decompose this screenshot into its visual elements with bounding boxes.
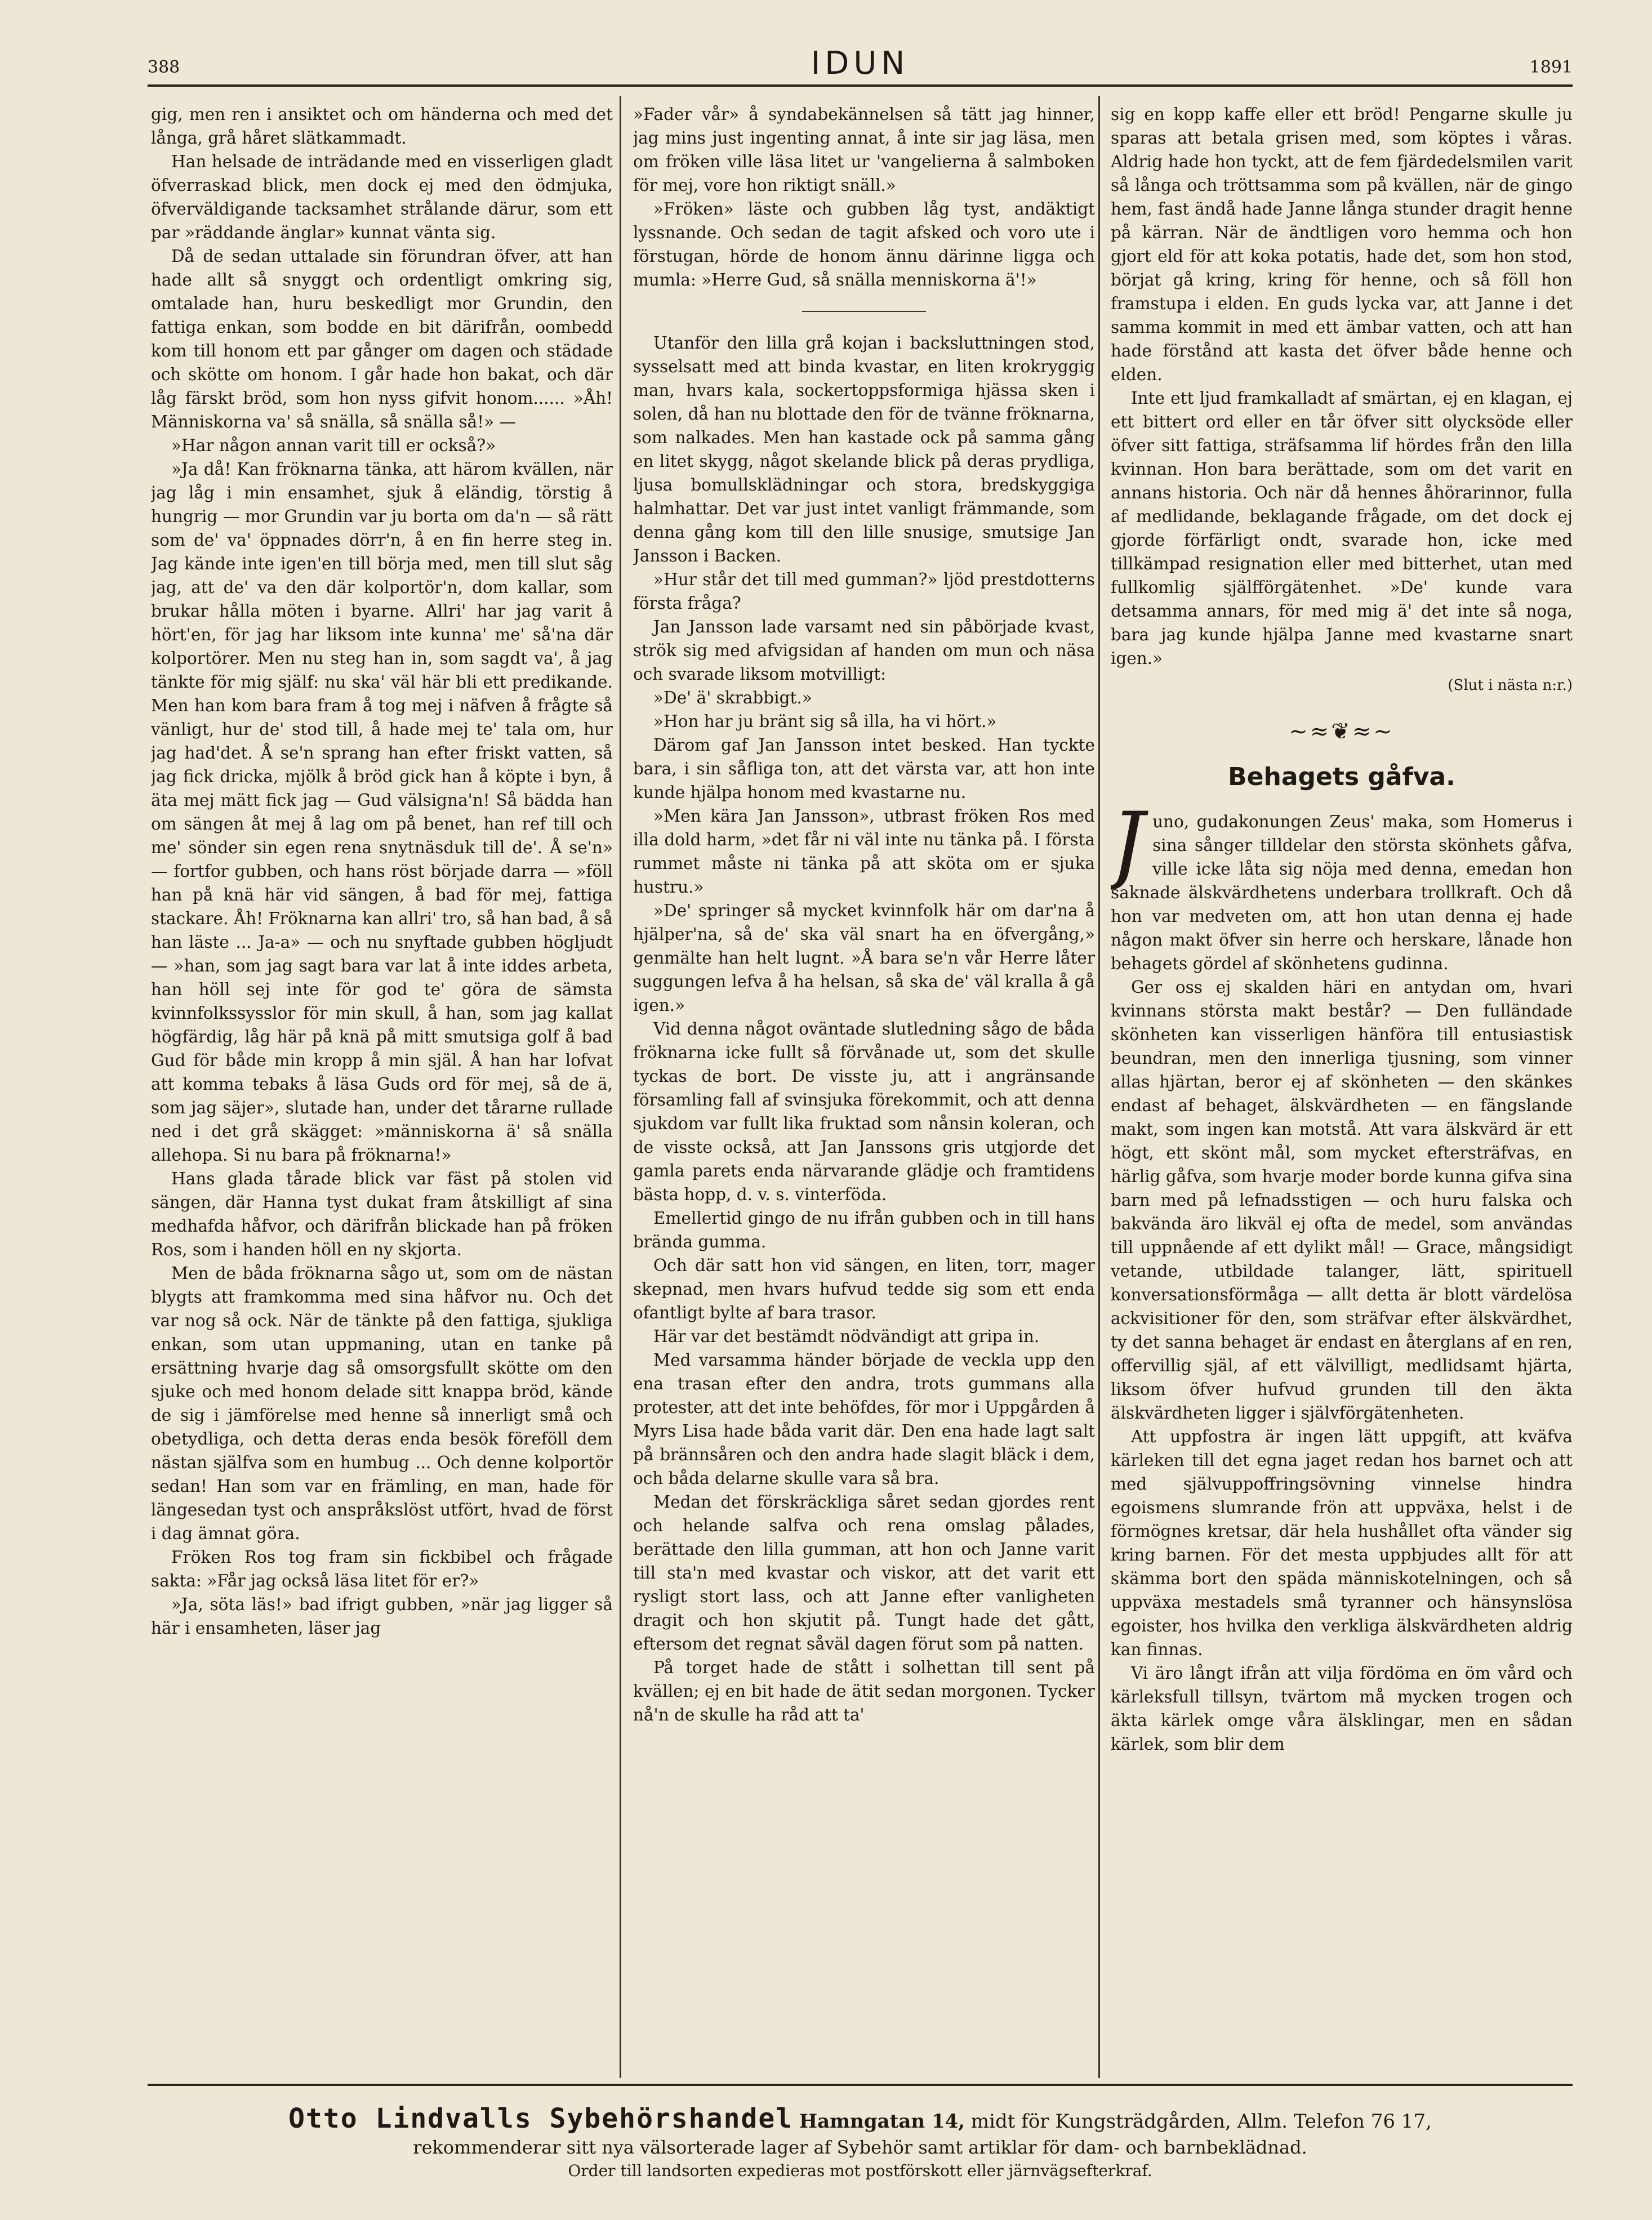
paragraph: »Fröken» läste och gubben låg tyst, andäktigt lyssnande. Och sedan de tagit afsked och voro ute i förstugan, hörde de honom ännu därinne ligga och mumla: »Herre Gud, så snälla menniskorna ä'!» xyxy=(633,199,1095,289)
paragraph: Och där satt hon vid sängen, en liten, torr, mager skepnad, men hvars hufvud tedde sig som ett enda ofantligt bylte af bara trasor. xyxy=(633,1256,1095,1322)
paragraph: Inte ett ljud framkalladt af smärtan, ej en klagan, ej ett bittert ord eller en tår öfver sitt olycksöde eller öfver sitt fattiga, sträfsamma lif hördes från den lilla kvinnan. Hon bara berättade, som om det varit en annans historia. Och när då hennes åhörarinnor, fulla af medlidande, beklagande frågade, om det dock ej gjorde förfärligt ondt, svarade hon, icke med tillkämpad resignation eller med bitterhet, utan med fullkomlig själfförgätenhet. »De' kunde vara detsamma annars, för med mig ä' det inte så noga, bara jag kunde hjälpa Janne med kvastarne snart igen.» xyxy=(1111,389,1573,668)
paragraph: Då de sedan uttalade sin förundran öfver, att han hade allt så snyggt och ordentligt omkring sig, omtalade han, huru beskedligt mor Grundin, den fattiga enkan, som bodde en bit därifrån, oombedd kom till honom ett par gånger om dagen och städade och skötte om honom. I går hade hon bakat, och där låg färskt bröd, som hon nyss gifvit honom...... »Åh! Människorna va' så snälla, så snälla så!» — xyxy=(151,247,613,431)
ad-line-1 xyxy=(148,2105,1573,2135)
paragraph: »De' springer så mycket kvinnfolk här om dar'na å hjälper'na, så de' ska väl snart ha en öfvergång,» genmälte han helt lugnt. »Å bara se'n vår Herre låter suggungen lefva å ha helsan, så ska de' väl kralla å gå igen.» xyxy=(633,901,1095,1015)
continued-note: (Slut i nästa n:r.) xyxy=(1448,677,1573,694)
paragraph: »Ja då! Kan fröknarna tänka, att härom kvällen, när jag låg i min ensamhet, sjuk å eländig, törstig å hungrig — mor Grundin var ju borta om da'n — så rätt som de' va' öppnades dörr'n, å en fin herre steg in. Jag kände inte igen'en till börja med, men till slut såg jag, att de' va den där kolportör'n, dom kallar, som brukar hålla möten i byarne. Allri' har jag varit å hört'en, för jag har liksom inte kunna' me' så'na där kolportörer. Men nu steg han in, som sagdt va', å jag tänkte för mig själf: nu ska' väl här bli ett predikande. Men han kom bara fram å tog mej i näfven å frågte så vänligt, hur de' stod till, å hade mej te' tala om, hur jag had'det. Å se'n sprang han efter friskt vatten, så jag fick dricka, mjölk å bröd gick han å köpte i byn, å äta mej mätt fick jag — Gud välsigna'n! Så bädda han om sängen åt mej å lag om på benet, han ref till och me' sönder sin egen rena snytnäsduk till de'. Å se'n» — fortfor gubben, och hans röst började darra — »föll han på knä här vid sängen, å bad för mej, fattiga stackare. Åh! Fröknarna kan allri' tro, så han bad, å så han läste ... Ja-a» — och nu snyftade gubben högljudt — »han, som jag sagt bara var lat å inte iddes arbeta, han höll sej inte för god te' göra de sämsta kvinnfolkssysslor för min skull, å han, som jag kallat högfärdig, låg här på knä på mitt smutsiga golf å bad Gud för både min kropp å min själ. Å han har lofvat att komma tebaks å läsa Guds ord för mej, så de ä, som jag säjer», slutade han, under det tårarne rullade ned i det grå skägget: »människorna ä' så snälla allehopa. Si nu bara på fröknarna!» xyxy=(151,460,613,1165)
column-divider-1 xyxy=(620,96,621,2078)
advertisement xyxy=(148,2105,1573,2201)
drop-cap: J xyxy=(1111,795,1145,893)
column-1 xyxy=(151,102,613,2074)
paragraph: På torget hade de stått i solhettan till sent på kvällen; ej en bit hade de ätit sedan morgonen. Tycker nå'n de skulle ha råd att ta' xyxy=(633,1658,1095,1724)
paragraph: Med varsamma händer började de veckla upp den ena trasan efter den andra, trots gummans alla protester, att det inte behöfdes, för mor i Uppgården å Myrs Lisa hade båda varit där. Den ena hade lagt salt på brännsåren och den andra hade slagit bläck i dem, och båda delarne skulle vara så bra. xyxy=(633,1350,1095,1488)
lead-paragraph xyxy=(1111,795,1573,975)
paragraph: Men de båda fröknarna sågo ut, som om de nästan blygts att framkomma med sina håfvor nu. Och det var nog så ock. När de tänkte på den fattiga, sjukliga enkan, som utan uppmaning, utan en tanke på ersättning hvarje dag så omsorgsfullt skötte om den sjuke och med honom delade sitt knappa bröd, kände de sig i jämförelse med henne så innerligt små och obetydliga, och detta deras enda besök föreföll dem nästan själfva som en humbug ... Och denne kolportör sedan! Han som var en främling, en man, hade för längesedan tyst och anspråkslöst utfört, hvad de först i dag ämnat göra. xyxy=(151,1264,613,1543)
ad-address: Hamngatan 14, xyxy=(799,2110,965,2133)
ad-line-3: Order till landsorten expedieras mot postförskott eller järnvägsefterkraf. xyxy=(568,2161,1152,2180)
paragraph: Hans glada tårade blick var fäst på stolen vid sängen, där Hanna tyst dukat fram åtskilligt af sina medhafda håfvor, och därifrån blickade han på fröken Ros, som i handen höll en ny skjorta. xyxy=(151,1169,613,1259)
column-divider-2 xyxy=(1098,96,1100,2078)
year: 1891 xyxy=(1529,57,1573,77)
advertisement-rule xyxy=(148,2084,1573,2086)
paragraph: Han helsade de inträdande med en visserligen gladt öfverraskad blick, men dock ej med den ödmjuka, öfverväldigande tacksamhet strålande därur, som ett par »räddande änglar» kunnat vänta sig. xyxy=(151,152,613,242)
section-break xyxy=(633,292,1095,331)
header-rule xyxy=(148,84,1573,87)
ornament-divider: ~≈❦≈~ xyxy=(1289,719,1395,745)
paragraph: »Fader vår» å syndabekännelsen så tätt jag hinner, jag mins just ingenting annat, å inte sir jag läsa, men om fröken ville läsa litet ur 'vangelierna å salmboken för mej, vore hon riktigt snäll.» xyxy=(633,105,1095,195)
paragraph: Fröken Ros tog fram sin fickbibel och frågade sakta: »Får jag också läsa litet för er?» xyxy=(151,1548,613,1590)
paragraph: »Men kära Jan Jansson», utbrast fröken Ros med illa dold harm, »det får ni väl inte nu tänka på. I första rummet måste ni tänka på att sköta om er sjuka hustru.» xyxy=(633,806,1095,897)
masthead-title: IDUN xyxy=(811,45,910,82)
paragraph: Utanför den lilla grå kojan i backsluttningen stod, sysselsatt med att binda kvastar, en liten krokryggig man, hvars kala, sockertoppsformiga hjässa sken i solen, då han nu blottade den för de tvänne fröknarna, som nalkades. Men han kastade ock på samma gång en litet skygg, något skelande blick på deras prydliga, ljusa bomullsklädningar och stora, bredskyggiga halmhattar. Det var just intet vanligt främmande, som denna gång kom till den lille snusige, smutsige Jan Jansson i Backen. xyxy=(633,333,1095,565)
lead-text: uno, gudakonungen Zeus' maka, som Homerus i sina sånger tilldelar den största skönhets gåfva, ville icke låta sig nöja med denna, emedan hon saknade älskvärdhetens underbara trollkraft. Och då hon var medveten om, att hon utan denna ej hade någon makt öfver sin herre och herskare, lånade hon behagets gördel af skönhetens gudinna. xyxy=(1111,812,1573,973)
paragraph: »De' ä' skrabbigt.» xyxy=(653,688,812,707)
paragraph: Jan Jansson lade varsamt ned sin påbörjade kvast, strök sig med afvigsidan af handen om mun och näsa och svarade liksom motvilligt: xyxy=(633,617,1095,684)
ad-line-2: rekommenderar sitt nya välsorterade lager af Sybehör samt artiklar för dam- och barnbeklädnad. xyxy=(413,2137,1307,2158)
page-header xyxy=(148,45,1573,90)
paragraph: gig, men ren i ansiktet och om händerna och med det långa, grå håret slätkammadt. xyxy=(151,105,613,148)
paragraph: »Ja, söta läs!» bad ifrigt gubben, »när jag ligger så här i ensamheten, läser jag xyxy=(151,1595,613,1638)
paragraph: »Har någon annan varit till er också?» xyxy=(171,436,496,455)
paragraph: Emellertid gingo de nu ifrån gubben och in till hans brända gumma. xyxy=(633,1209,1095,1251)
page-number: 388 xyxy=(148,57,180,77)
paragraph: sig en kopp kaffe eller ett bröd! Pengarne skulle ju sparas att betala grisen med, som köptes i våras. Aldrig hade hon tyckt, att de fem fjärdedelsmilen varit så långa och tröttsamma som på kvällen, när de gingo hem, fast ändå hade Janne långa stunder dragit henne på kärran. När de ändtligen voro hemma och hon gjort eld för att koka potatis, hade det, som hon stod, börjat gå kring, kring för henne, och så föll hon framstupa i elden. En guds lycka var, att Janne i det samma kommit in med ett ämbar vatten, och att han hade förstånd att kasta det öfver både henne och elden. xyxy=(1111,105,1573,384)
paragraph: Att uppfostra är ingen lätt uppgift, att kväfva kärleken till det egna jaget redan hos barnet och att med självuppoffringsövning vinnelse hindra egoismens slumrande frön att uppväxa, helst i de förmögnes kretsar, där hela hushållet ofta vänder sig kring barnen. För det mesta uppbjudes allt för att skämma bort den späda människotelningen, och så uppväxa mestadels små tyranner och hänsynslösa egoister, hos hvilka den verkliga älskvärdheten aldrig kan finnas. xyxy=(1111,1427,1573,1659)
paragraph: Ger oss ej skalden häri en antydan om, hvari kvinnans största makt består? — Den fulländade skönheten kan visserligen hänföra till entusiastisk beundran, men den innerliga tjusning, som vinner allas hjärtan, beror ej af skönheten — den skänkes endast af behaget, älskvärdheten — en fängslande makt, som ingen kan motstå. Att vara älskvärd är ett högt, ett skönt mål, som mycket eftersträfvas, en härlig gåfva, som hvarje moder borde kunna gifva sina barn med på lefnadsstigen — och huru falska och bakvända äro likväl ej ofta de medel, som användas till uppnående af ett dylikt mål! — Grace, mångsidigt vetande, utbildade talanger, lätt, spirituell konversationsförmåga — allt detta är blott värdelösa ackvisitioner för den, som sträfvar efter älskvärdhet, ty det sanna behaget är endast en återglans af en ren, offervillig själ, af ett välvilligt, medlidsamt hjärta, liksom öfver hufvud grunden till den äkta älskvärdheten ligger i självförgätenheten. xyxy=(1111,978,1573,1423)
column-2 xyxy=(633,102,1095,2074)
paragraph: Vi äro långt ifrån att vilja fördöma en öm vård och kärleksfull tillsyn, tvärtom må mycken trogen och äkta kärlek omge våra älsklingar, men en sådan kärlek, som blir dem xyxy=(1111,1664,1573,1754)
article-title: Behagets gåfva. xyxy=(1228,763,1455,791)
paragraph: Här var det bestämdt nödvändigt att gripa in. xyxy=(653,1327,1040,1346)
ad-line-1-rest: midt för Kungsträdgården, Allm. Telefon 76 17, xyxy=(970,2110,1432,2133)
ad-firm-name: Otto Lindvalls Sybehörshandel xyxy=(288,2103,794,2134)
paragraph: Medan det förskräckliga såret sedan gjordes rent och helande salfva och rena omslag pålades, berättade den lilla gumman, att hon och Janne varit till sta'n med kvastar och viskor, att det varit ett rysligt stort lass, och att Janne efter vanligheten dragit och hon skjutit på. Tungt hade det gått, eftersom det regnat såväl dagen förut som på natten. xyxy=(633,1492,1095,1653)
column-3 xyxy=(1111,102,1573,2074)
paragraph: »Hon har ju bränt sig så illa, ha vi hört.» xyxy=(653,712,997,731)
paragraph: Vid denna något oväntade slutledning sågo de båda fröknarna icke fullt så förvånade ut, som det skulle tyckas de bort. De visste ju, att i angränsande församling fall af svinsjuka förekommit, och att denna sjukdom var fullt lika fruktad som nånsin koleran, och de visste också, att Jan Janssons gris utgjorde det gamla parets enda närvarande glädje och framtidens bästa hopp, d. v. s. vinterföda. xyxy=(633,1019,1095,1204)
paragraph: Därom gaf Jan Jansson intet besked. Han tyckte bara, i sin såfliga ton, att det värsta var, att hon inte kunde hjälpa honom med kvastarne nu. xyxy=(633,735,1095,802)
paragraph: »Hur står det till med gumman?» ljöd prestdotterns första fråga? xyxy=(633,570,1095,613)
